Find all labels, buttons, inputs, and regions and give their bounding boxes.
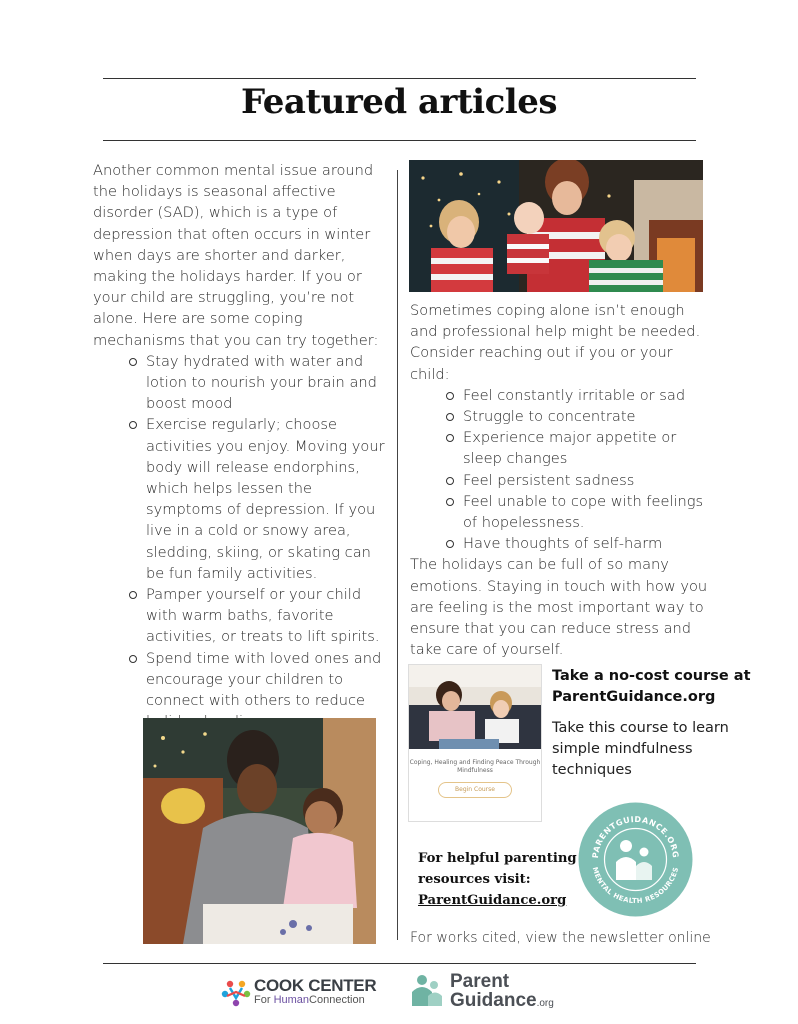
course-promo-title: Take a no-cost course at ParentGuidance.org <box>552 668 751 705</box>
parent-child-photo <box>143 718 376 944</box>
course-card[interactable] <box>408 664 542 822</box>
helpful-resources-text: For helpful parenting resources visit: <box>418 851 577 887</box>
list-item: Stay hydrated with water and lotion to nourish your brain and boost mood <box>128 351 389 415</box>
parentguidance-logo <box>410 972 444 1012</box>
right-closing: The holidays can be full of so many emotions. Staying in touch with how you are feeling is the most important way to ensure that you can reduce stress and take care of yourself. <box>410 556 708 659</box>
course-promo-text: Take this course to learn simple mindfulness techniques <box>552 720 729 778</box>
begin-course-button[interactable]: Begin Course <box>438 782 512 798</box>
badge-top-text: PARENTGUIDANCE.ORG <box>590 814 681 859</box>
parentguidance-link[interactable]: ParentGuidance.org <box>418 893 567 908</box>
list-item: Exercise regularly; choose activities you enjoy. Moving your body will release endorphins, which helps lessen the symptoms of depression. If you live in a cold or snowy area, sledding, skiing, or skating can be fun family activities. <box>128 414 389 584</box>
footer-rule <box>103 963 696 964</box>
course-card-caption: Coping, Healing and Finding Peace Through Mindfulness <box>409 759 541 774</box>
top-rule <box>103 78 696 79</box>
badge-bottom-text: MENTAL HEALTH RESOURCES <box>590 866 681 906</box>
title-underline <box>103 140 696 141</box>
list-item: Spend time with loved ones and encourage your children to connect with others to reduce <box>128 648 389 733</box>
column-divider <box>397 170 398 940</box>
page-title: Featured articles <box>241 82 557 122</box>
left-intro: Another common mental issue around the holidays is seasonal affective disorder (SAD), which is a type of depression that often occurs in winter when days are shorter and darker, making the holidays harder. If you or your child are struggling, you’re not alone. Here are some coping mechanisms that you can try together: <box>93 162 379 349</box>
family-christmas-photo <box>409 160 703 292</box>
coping-list <box>128 351 389 733</box>
list-item: Feel constantly irritable or sad <box>445 385 710 406</box>
parentguidance-icon <box>410 972 444 1008</box>
left-column <box>93 160 389 732</box>
list-item: Experience major appetite or sleep changes <box>445 427 710 469</box>
cook-center-wordmark <box>254 977 376 1007</box>
cook-center-icon <box>220 976 252 1008</box>
works-cited-note: For works cited, view the newsletter online <box>410 930 711 946</box>
helpful-resources <box>418 848 588 911</box>
course-card-image <box>409 665 541 749</box>
cook-center-logo <box>220 976 252 1012</box>
list-item: Feel unable to cope with feelings of hopelessness. <box>445 491 710 533</box>
cook-center-tagline: For HumanConnection <box>254 994 365 1006</box>
mental-health-resources-badge <box>578 802 693 917</box>
parentguidance-wordmark: Parent Guidance.org <box>450 971 554 1011</box>
list-item: Feel persistent sadness <box>445 470 710 491</box>
list-item: Struggle to concentrate <box>445 406 710 427</box>
cook-center-name: COOK CENTER <box>254 976 377 995</box>
right-column <box>410 300 710 660</box>
list-item: Have thoughts of self-harm <box>445 533 710 554</box>
list-item: Pamper yourself or your child with warm baths, favorite activities, or treats to lift spirits. <box>128 584 389 648</box>
warning-signs-list <box>445 385 710 555</box>
right-intro: Sometimes coping alone isn’t enough and professional help might be needed. Consider reaching out if you or your child: <box>410 302 701 383</box>
